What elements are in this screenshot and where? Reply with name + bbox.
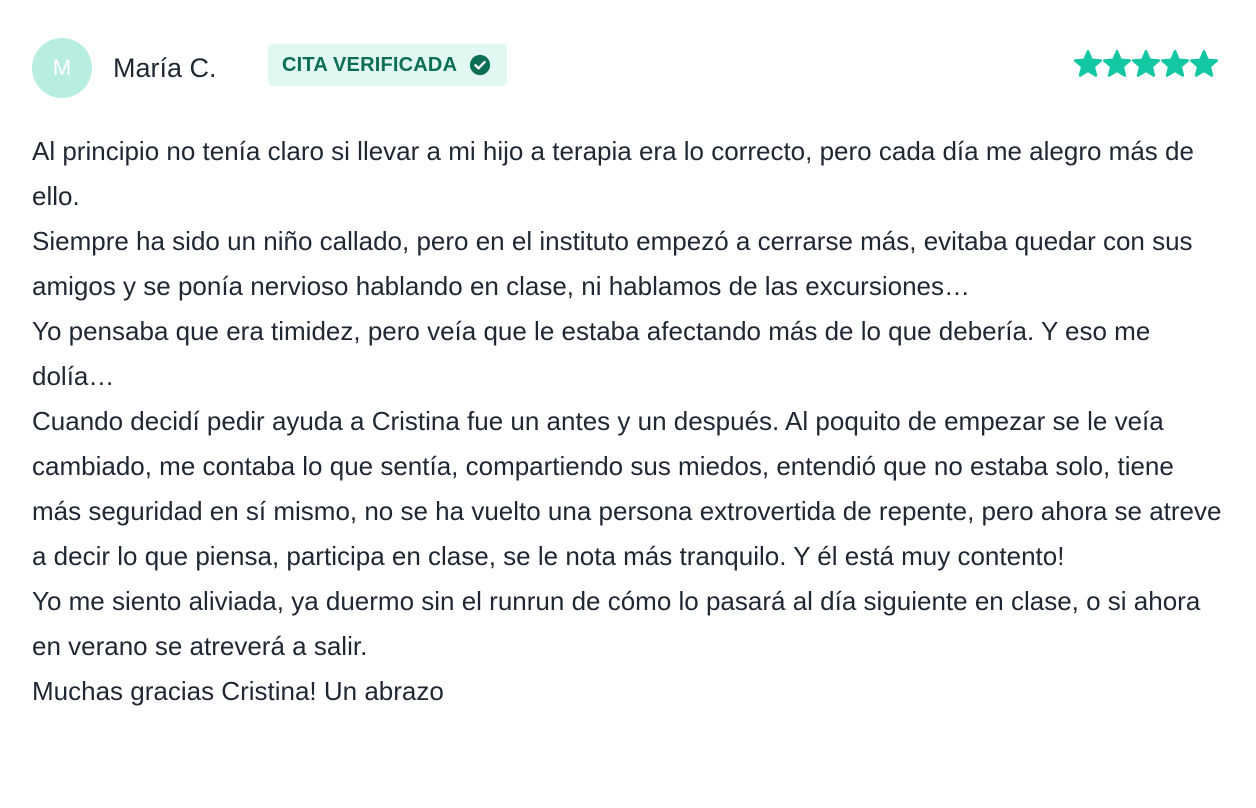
review-text	[32, 129, 1222, 714]
star-icon	[1074, 50, 1102, 78]
star-icon	[1132, 50, 1160, 78]
review-paragraph: Siempre ha sido un niño callado, pero en el instituto empezó a cerrarse más, evitaba quedar con sus amigos y se ponía nervioso hablando en clase, ni hablamos de las excursiones…	[32, 226, 1193, 301]
author-name: María C.	[113, 53, 217, 83]
review-paragraph: Yo pensaba que era timidez, pero veía que le estaba afectando más de lo que debería. Y eso me dolía…	[32, 316, 1151, 391]
review-paragraph: Muchas gracias Cristina! Un abrazo	[32, 676, 444, 706]
avatar-initial: M	[52, 55, 72, 80]
star-icon	[1190, 50, 1218, 78]
review-header	[32, 36, 1224, 98]
verified-badge	[268, 44, 507, 86]
review-paragraph: Cuando decidí pedir ayuda a Cristina fue un antes y un después. Al poquito de empezar se le veía cambiado, me contaba lo que sentía, compartiendo sus miedos, entendió que no estaba solo, tiene más seguridad en sí mismo, no se ha vuelto una persona extrovertida de repente, pero ahora se atreve a decir lo que piensa, participa en clase, se le nota más tranquilo. Y él está muy contento!	[32, 406, 1222, 571]
star-icon	[1103, 50, 1131, 78]
check-circle-icon	[469, 54, 491, 76]
avatar	[32, 38, 92, 98]
review-paragraph: Al principio no tenía claro si llevar a mi hijo a terapia era lo correcto, pero cada día me alegro más de ello.	[32, 136, 1194, 211]
star-rating	[1074, 50, 1218, 78]
review-card	[32, 36, 1224, 706]
star-icon	[1161, 50, 1189, 78]
review-paragraph: Yo me siento aliviada, ya duermo sin el runrun de cómo lo pasará al día siguiente en clase, o si ahora en verano se atreverá a salir.	[32, 586, 1201, 661]
verified-badge-label: CITA VERIFICADA	[282, 53, 458, 76]
